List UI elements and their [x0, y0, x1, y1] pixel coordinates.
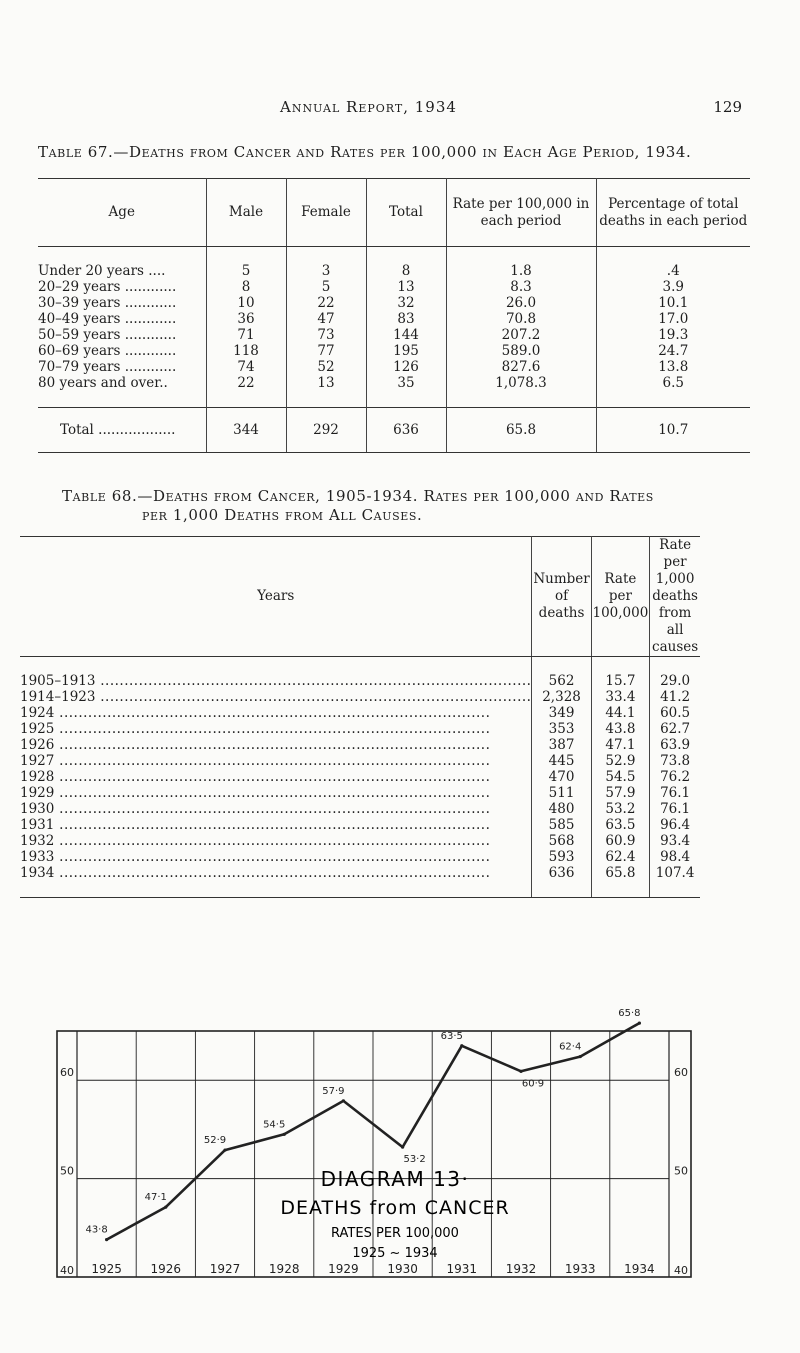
- diagram-13: [55, 1008, 695, 1285]
- row-male: 118: [206, 343, 286, 359]
- row-years: 1928 ..........................................................................................: [20, 769, 491, 785]
- data-label: 63·5: [440, 1030, 463, 1042]
- data-point: [105, 1238, 108, 1241]
- table68-row: [20, 673, 700, 689]
- data-point: [579, 1055, 582, 1058]
- table67-total-row: [38, 408, 750, 453]
- table67-row: [38, 375, 750, 391]
- row-years: 1931 ..........................................................................................: [20, 817, 491, 833]
- table68-row: [20, 865, 700, 881]
- row-years-label: 1932: [20, 833, 55, 849]
- diagram-units: RATES PER 100,000: [331, 1226, 459, 1241]
- row-years-label: 1934: [20, 865, 55, 881]
- row-female: 13: [286, 375, 366, 391]
- row-rate: 26.0: [446, 295, 596, 311]
- row-rate: 33.4: [591, 689, 650, 705]
- table67-label: Table 67.: [38, 143, 114, 161]
- total-male: 344: [206, 408, 286, 453]
- table67-row: [38, 359, 750, 375]
- table68-row: [20, 817, 700, 833]
- row-rate-all-causes: 29.0: [650, 673, 700, 689]
- table68-row: [20, 785, 700, 801]
- row-age: 20–29 years ............: [38, 279, 177, 295]
- row-rate: 54.5: [591, 769, 650, 785]
- row-number: 562: [532, 673, 591, 689]
- header-age: Age: [38, 179, 206, 247]
- row-male: 10: [206, 295, 286, 311]
- row-number: 480: [532, 801, 591, 817]
- row-years-label: 1931: [20, 817, 55, 833]
- row-age: 50–59 years ............: [38, 327, 177, 343]
- row-male: 22: [206, 375, 286, 391]
- row-percentage: 19.3: [596, 327, 750, 343]
- row-percentage: 3.9: [596, 279, 750, 295]
- row-rate: 1,078.3: [446, 375, 596, 391]
- row-rate: 43.8: [591, 721, 650, 737]
- row-years: 1927 ..........................................................................................: [20, 753, 491, 769]
- table67: [38, 178, 750, 453]
- x-tick-label: 1931: [446, 1262, 478, 1276]
- data-label: 52·9: [203, 1135, 227, 1147]
- data-label: 54·5: [263, 1119, 286, 1131]
- data-point: [283, 1133, 286, 1136]
- row-years-label: 1933: [20, 849, 55, 865]
- table67-row: [38, 311, 750, 327]
- row-female: 3: [286, 263, 366, 279]
- row-number: 470: [532, 769, 591, 785]
- table68-row: [20, 689, 700, 705]
- row-number: 568: [532, 833, 591, 849]
- row-rate: 1.8: [446, 263, 596, 279]
- row-rate-all-causes: 41.2: [650, 689, 700, 705]
- table67-row: [38, 295, 750, 311]
- total-total: 636: [366, 408, 446, 453]
- total-rate: 65.8: [446, 408, 596, 453]
- header-total: Total: [366, 179, 446, 247]
- row-age: 60–69 years ............: [38, 343, 177, 359]
- y-tick-label-right: 40: [674, 1264, 688, 1277]
- row-rate-all-causes: 93.4: [650, 833, 700, 849]
- row-rate: 47.1: [591, 737, 650, 753]
- row-rate: 57.9: [591, 785, 650, 801]
- row-rate-all-causes: 76.1: [650, 801, 700, 817]
- data-label: 47·1: [144, 1192, 167, 1204]
- row-rate: 8.3: [446, 279, 596, 295]
- row-rate-all-causes: 76.2: [650, 769, 700, 785]
- row-years-label: 1926: [20, 737, 55, 753]
- table68-row: [20, 801, 700, 817]
- row-male: 8: [206, 279, 286, 295]
- row-age: 70–79 years ............: [38, 359, 177, 375]
- x-tick-label: 1934: [624, 1262, 655, 1276]
- row-years: 1925 ..........................................................................................: [20, 721, 491, 737]
- row-rate-all-causes: 98.4: [650, 849, 700, 865]
- row-number: 2,328: [532, 689, 591, 705]
- row-total: 13: [366, 279, 446, 295]
- running-title: Annual Report, 1934: [280, 98, 457, 116]
- table67-row: [38, 327, 750, 343]
- row-rate-all-causes: 76.1: [650, 785, 700, 801]
- row-rate-all-causes: 96.4: [650, 817, 700, 833]
- x-tick-label: 1933: [564, 1262, 596, 1276]
- table67-row: [38, 263, 750, 279]
- header-rate-100k: Rate per 100,000: [591, 537, 650, 657]
- row-total: 195: [366, 343, 446, 359]
- page-number: 129: [713, 98, 742, 116]
- data-point: [164, 1206, 167, 1209]
- row-years-label: 1905–1913: [20, 673, 96, 689]
- header-years: Years: [20, 537, 532, 657]
- row-total: 126: [366, 359, 446, 375]
- row-female: 5: [286, 279, 366, 295]
- row-age: Under 20 years ....: [38, 263, 166, 279]
- row-rate: 589.0: [446, 343, 596, 359]
- row-number: 593: [532, 849, 591, 865]
- table68-label: Table 68.: [62, 487, 138, 505]
- diagram-subtitle: DEATHS from CANCER: [280, 1197, 510, 1219]
- row-female: 22: [286, 295, 366, 311]
- row-age: 80 years and over..: [38, 375, 168, 391]
- data-point: [460, 1044, 463, 1047]
- row-rate: 65.8: [591, 865, 650, 881]
- table67-row: [38, 343, 750, 359]
- row-male: 74: [206, 359, 286, 375]
- row-years-label: 1924: [20, 705, 55, 721]
- table67-title: —Deaths from Cancer and Rates per 100,000 in Each Age Period, 1934.: [113, 143, 692, 161]
- row-years: 1926 ..........................................................................................: [20, 737, 491, 753]
- row-percentage: 13.8: [596, 359, 750, 375]
- row-rate: 53.2: [591, 801, 650, 817]
- row-rate-all-causes: 60.5: [650, 705, 700, 721]
- row-years-label: 1914–1923: [20, 689, 96, 705]
- total-label: Total ..................: [38, 408, 206, 453]
- row-rate: 62.4: [591, 849, 650, 865]
- row-years: 1924 ..........................................................................................: [20, 705, 491, 721]
- row-years: 1933 ..........................................................................................: [20, 849, 491, 865]
- header-rate: Rate per 100,000 in each period: [446, 179, 596, 247]
- table68-caption: [62, 487, 762, 525]
- row-years: 1930 ..........................................................................................: [20, 801, 491, 817]
- data-point: [519, 1070, 522, 1073]
- data-label: 62·4: [559, 1041, 582, 1053]
- row-percentage: 17.0: [596, 311, 750, 327]
- row-rate: 52.9: [591, 753, 650, 769]
- row-number: 636: [532, 865, 591, 881]
- row-total: 144: [366, 327, 446, 343]
- row-rate: 44.1: [591, 705, 650, 721]
- row-rate: 827.6: [446, 359, 596, 375]
- data-label: 57·9: [322, 1085, 345, 1097]
- header-female: Female: [286, 179, 366, 247]
- row-female: 47: [286, 311, 366, 327]
- data-label: 60·9: [521, 1078, 545, 1090]
- row-rate: 60.9: [591, 833, 650, 849]
- header-rate-all-causes: Rate per 1,000 deaths from all causes: [650, 537, 700, 657]
- row-number: 445: [532, 753, 591, 769]
- row-years-label: 1930: [20, 801, 55, 817]
- data-label: 43·8: [85, 1224, 108, 1236]
- data-point: [342, 1099, 345, 1102]
- row-total: 83: [366, 311, 446, 327]
- data-point: [638, 1022, 641, 1025]
- row-rate-all-causes: 62.7: [650, 721, 700, 737]
- row-years: 1914–1923 ..........................................................................................: [20, 689, 532, 705]
- table67-caption: [38, 143, 768, 162]
- y-tick-label-left: 50: [60, 1164, 74, 1178]
- header-percentage: Percentage of total deaths in each period: [596, 179, 750, 247]
- row-years-label: 1927: [20, 753, 55, 769]
- table68-row: [20, 833, 700, 849]
- diagram-years: 1925 ~ 1934: [352, 1246, 438, 1261]
- data-label: 53·2: [403, 1154, 426, 1166]
- row-percentage: .4: [596, 263, 750, 279]
- table67-row: [38, 279, 750, 295]
- diagram-13-chart: [55, 1008, 695, 1285]
- row-age: 30–39 years ............: [38, 295, 177, 311]
- y-tick-label-right: 60: [674, 1066, 688, 1080]
- row-years-label: 1925: [20, 721, 55, 737]
- row-total: 32: [366, 295, 446, 311]
- row-female: 52: [286, 359, 366, 375]
- data-point: [401, 1146, 404, 1149]
- row-male: 36: [206, 311, 286, 327]
- table68-title-line2: per 1,000 Deaths from All Causes.: [142, 506, 423, 524]
- table68-title-line1: —Deaths from Cancer, 1905-1934. Rates per 100,000 and Rates: [137, 487, 654, 505]
- y-tick-label-left: 40: [60, 1264, 74, 1277]
- row-percentage: 24.7: [596, 343, 750, 359]
- y-tick-label-right: 50: [674, 1164, 688, 1178]
- row-number: 585: [532, 817, 591, 833]
- table68-row: [20, 705, 700, 721]
- row-total: 35: [366, 375, 446, 391]
- row-male: 5: [206, 263, 286, 279]
- x-tick-label: 1932: [505, 1262, 537, 1276]
- table68-row: [20, 753, 700, 769]
- row-total: 8: [366, 263, 446, 279]
- row-rate: 15.7: [591, 673, 650, 689]
- data-point: [223, 1148, 226, 1151]
- row-percentage: 6.5: [596, 375, 750, 391]
- row-percentage: 10.1: [596, 295, 750, 311]
- x-tick-label: 1925: [91, 1262, 122, 1276]
- row-years: 1905–1913 ..........................................................................................: [20, 673, 532, 689]
- row-rate: 207.2: [446, 327, 596, 343]
- row-number: 511: [532, 785, 591, 801]
- table68: [20, 536, 700, 898]
- table68-row: [20, 769, 700, 785]
- x-tick-label: 1926: [150, 1262, 182, 1276]
- row-rate-all-causes: 73.8: [650, 753, 700, 769]
- row-rate: 70.8: [446, 311, 596, 327]
- row-number: 353: [532, 721, 591, 737]
- y-tick-label-left: 60: [60, 1066, 74, 1080]
- x-tick-label: 1929: [328, 1262, 359, 1276]
- row-male: 71: [206, 327, 286, 343]
- row-female: 73: [286, 327, 366, 343]
- row-number: 387: [532, 737, 591, 753]
- row-rate-all-causes: 63.9: [650, 737, 700, 753]
- page-header: [0, 98, 800, 122]
- table68-row: [20, 721, 700, 737]
- data-label: 65·8: [618, 1008, 641, 1020]
- total-female: 292: [286, 408, 366, 453]
- table68-row: [20, 737, 700, 753]
- row-female: 77: [286, 343, 366, 359]
- row-years: 1929 ..........................................................................................: [20, 785, 491, 801]
- diagram-title: DIAGRAM 13·: [320, 1167, 470, 1191]
- x-tick-label: 1927: [209, 1262, 241, 1276]
- row-years-label: 1929: [20, 785, 55, 801]
- row-rate: 63.5: [591, 817, 650, 833]
- row-number: 349: [532, 705, 591, 721]
- header-number: Number of deaths: [532, 537, 591, 657]
- row-years: 1932 ..........................................................................................: [20, 833, 491, 849]
- row-rate-all-causes: 107.4: [650, 865, 700, 881]
- header-male: Male: [206, 179, 286, 247]
- row-years-label: 1928: [20, 769, 55, 785]
- x-tick-label: 1930: [387, 1262, 418, 1276]
- total-percentage: 10.7: [596, 408, 750, 453]
- table68-row: [20, 849, 700, 865]
- x-tick-label: 1928: [268, 1262, 300, 1276]
- row-age: 40–49 years ............: [38, 311, 177, 327]
- row-years: 1934 ..........................................................................................: [20, 865, 491, 881]
